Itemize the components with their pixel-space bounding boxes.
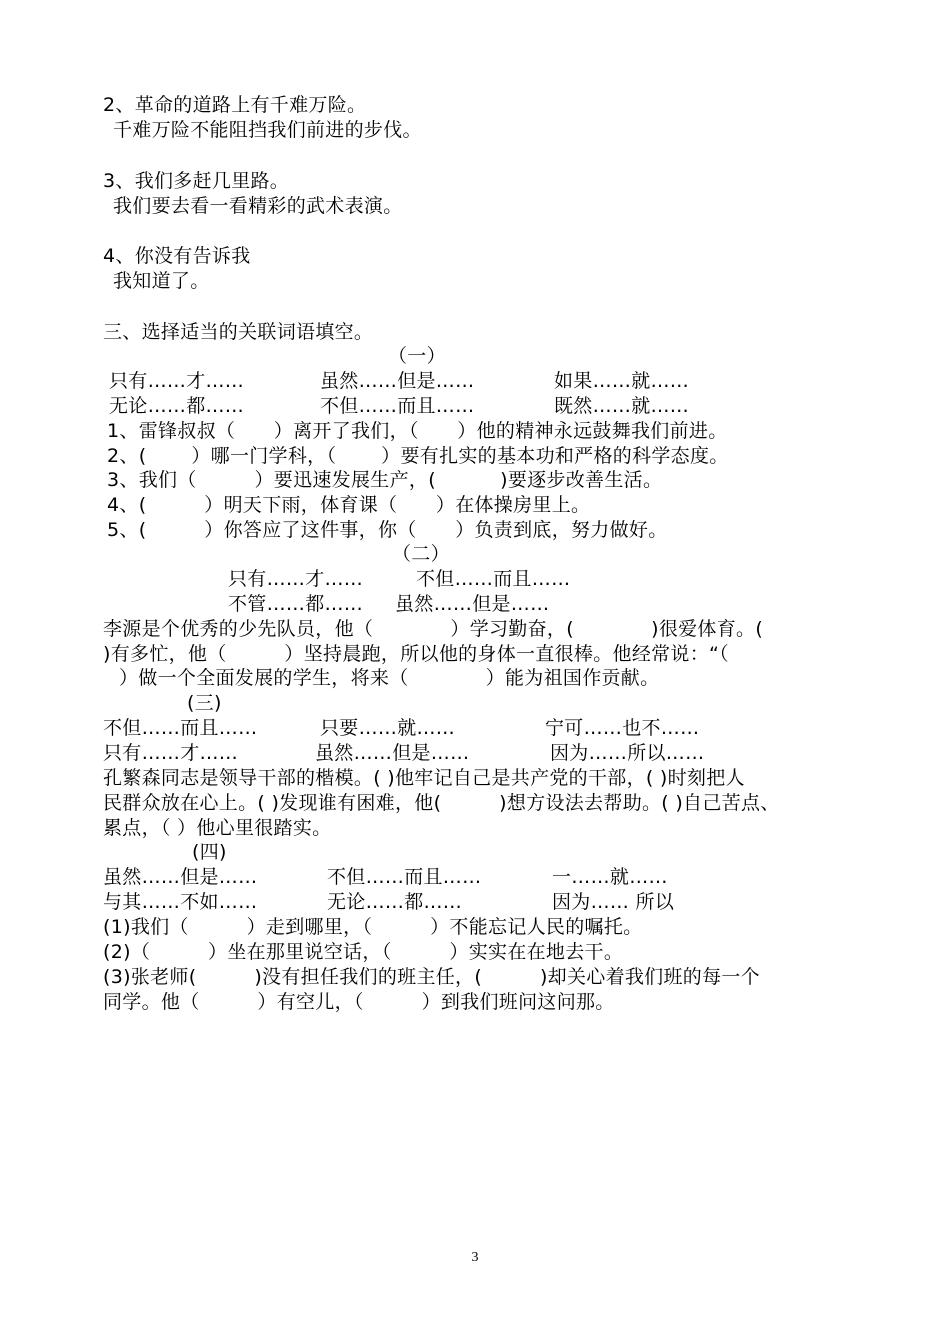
part2-line: )有多忙，他（ ）坚持晨跑，所以他的身体一直很棒。他经常说：“（ xyxy=(103,643,729,665)
part4-line: (1)我们（ ）走到哪里，（ ）不能忘记人民的嘱托。 xyxy=(103,916,643,938)
part1-item: 3、我们（ ）要迅速发展生产，( )要逐步改善生活。 xyxy=(107,469,663,491)
q4-line2: 我知道了。 xyxy=(113,270,210,292)
part4-word: 与其……不如…… xyxy=(103,891,258,913)
part2-line: 李源是个优秀的少先队员，他（ ）学习勤奋，( )很爱体育。( xyxy=(103,618,764,640)
part3-line: 民群众放在心上。( )发现谁有困难，他( )想方设法去帮助。( )自己苦点、 xyxy=(103,792,780,814)
part4-heading: (四) xyxy=(192,841,227,863)
part1-item: 2、( ）哪一门学科，（ ）要有扎实的基本功和严格的科学态度。 xyxy=(107,445,729,467)
part1-word: 不但……而且…… xyxy=(320,395,475,417)
part3-word: 不但……而且…… xyxy=(103,717,258,739)
q4-line1: 4、你没有告诉我 xyxy=(103,245,251,267)
part1-item: 1、雷锋叔叔（ ）离开了我们，（ ）他的精神永远鼓舞我们前进。 xyxy=(107,420,728,442)
q2-line1: 2、革命的道路上有千难万险。 xyxy=(103,94,367,116)
part2-line: ）做一个全面发展的学生，将来（ ）能为祖国作贡献。 xyxy=(119,667,660,689)
part2-word: 只有……才…… xyxy=(228,568,364,590)
part1-word: 无论……都…… xyxy=(109,395,245,417)
q3-line2: 我们要去看一看精彩的武术表演。 xyxy=(113,195,403,217)
part3-heading: (三) xyxy=(187,692,222,714)
part4-word: 虽然……但是…… xyxy=(103,866,258,888)
part4-line: 同学。他（ ）有空儿，（ ）到我们班问这问那。 xyxy=(103,991,615,1013)
part4-word: 一……就…… xyxy=(552,866,668,888)
part1-item: 5、( ）你答应了这件事，你（ ）负责到底，努力做好。 xyxy=(107,519,668,541)
part3-word: 因为……所以…… xyxy=(550,742,705,764)
part4-word: 无论……都…… xyxy=(327,891,463,913)
part2-word: 不但……而且…… xyxy=(416,568,571,590)
part2-word: 不管……都…… xyxy=(228,593,364,615)
part1-heading: （一） xyxy=(388,345,446,367)
part2-heading: （二） xyxy=(392,543,450,565)
page-number: 3 xyxy=(471,1250,479,1265)
q2-line2: 千难万险不能阻挡我们前进的步伐。 xyxy=(113,119,422,141)
part1-word: 只有……才…… xyxy=(109,370,245,392)
part3-line: 累点，（ ）他心里很踏实。 xyxy=(103,817,332,839)
q3-line1: 3、我们多赶几里路。 xyxy=(103,170,290,192)
part1-word: 虽然……但是…… xyxy=(320,370,475,392)
part2-word: 虽然……但是…… xyxy=(395,593,550,615)
part3-word: 虽然……但是…… xyxy=(315,742,470,764)
part4-word: 不但……而且…… xyxy=(327,866,482,888)
part4-line: (3)张老师( )没有担任我们的班主任，( )却关心着我们班的每一个 xyxy=(103,966,760,988)
part1-word: 既然……就…… xyxy=(554,395,690,417)
part1-item: 4、( ）明天下雨，体育课（ ）在体操房里上。 xyxy=(107,494,591,516)
part3-word: 只要……就…… xyxy=(320,717,456,739)
part3-line: 孔繁森同志是领导干部的楷模。( )他牢记自己是共产党的干部，( )时刻把人 xyxy=(103,767,745,789)
part4-line: (2)（ ）坐在那里说空话，（ ）实实在在地去干。 xyxy=(103,941,624,963)
part1-word: 如果……就…… xyxy=(554,370,690,392)
part4-word: 因为…… 所以 xyxy=(552,891,675,913)
section-title: 三、选择适当的关联词语填空。 xyxy=(103,321,374,343)
part3-word: 只有……才…… xyxy=(103,742,239,764)
part3-word: 宁可……也不…… xyxy=(545,717,700,739)
